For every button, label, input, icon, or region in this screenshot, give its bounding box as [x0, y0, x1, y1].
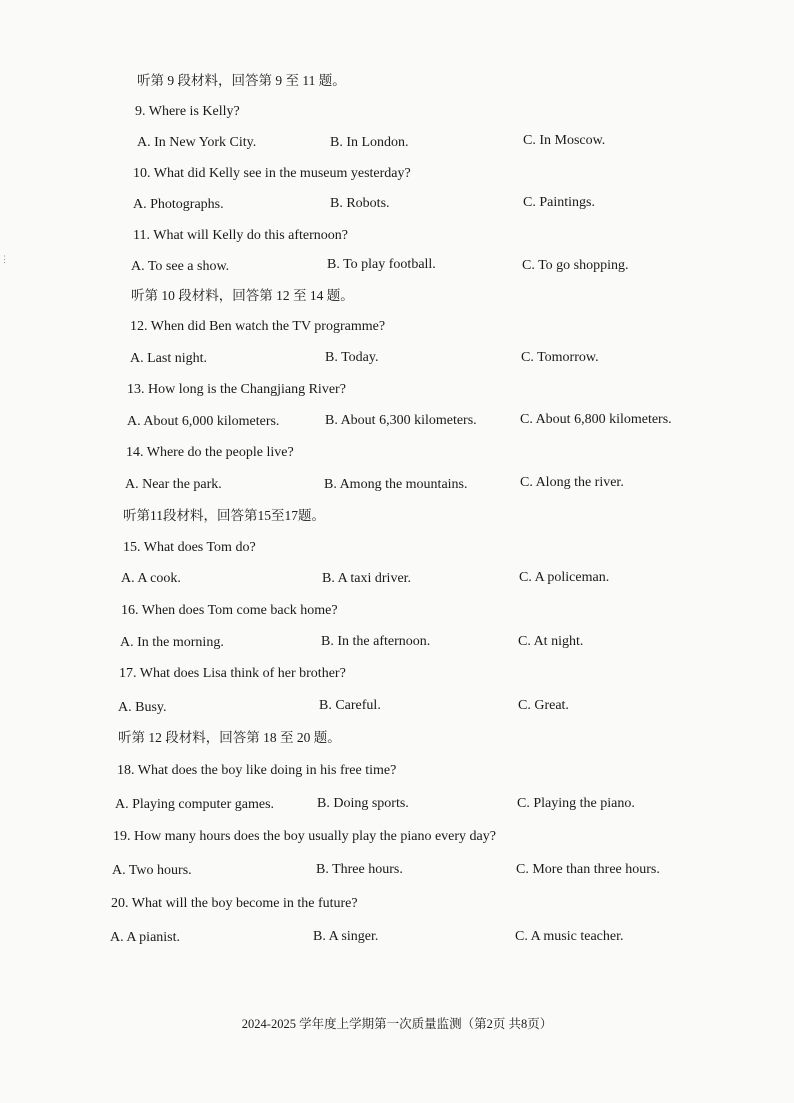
option-c: C. Paintings.	[523, 195, 595, 210]
question-text: 11. What will Kelly do this afternoon?	[133, 228, 349, 243]
question-text: 17. What does Lisa think of her brother?	[119, 666, 346, 681]
option-b: B. Careful.	[319, 698, 381, 713]
option-c: C. Great.	[518, 698, 569, 713]
option-a: A. To see a show.	[131, 259, 230, 274]
option-b: B. Doing sports.	[317, 796, 409, 811]
question-text: 18. What does the boy like doing in his free time?	[117, 763, 397, 778]
option-b: B. Robots.	[330, 196, 390, 211]
question-text: 14. Where do the people live?	[126, 445, 294, 460]
section-heading: 听第 12 段材料，回答第 18 至 20 题。	[118, 730, 341, 745]
question-text: 15. What does Tom do?	[123, 540, 256, 555]
option-c: C. More than three hours.	[516, 862, 660, 877]
section-heading: 听第 10 段材料，回答第 12 至 14 题。	[131, 288, 354, 303]
option-a: A. In New York City.	[137, 135, 257, 150]
option-c: C. Tomorrow.	[521, 350, 599, 365]
question-text: 10. What did Kelly see in the museum yesterday?	[133, 166, 411, 181]
option-b: B. Three hours.	[316, 862, 403, 877]
option-c: C. About 6,800 kilometers.	[520, 412, 672, 427]
question-text: 9. Where is Kelly?	[135, 104, 240, 119]
section-heading: 听第 9 段材料，回答第 9 至 11 题。	[137, 73, 346, 88]
option-a: A. Two hours.	[112, 863, 192, 878]
option-c: C. In Moscow.	[523, 133, 606, 148]
question-text: 16. When does Tom come back home?	[121, 603, 338, 618]
question-text: 13. How long is the Changjiang River?	[127, 382, 346, 397]
option-b: B. In London.	[330, 135, 409, 150]
option-a: A. Photographs.	[133, 197, 224, 212]
option-a: A. Last night.	[130, 351, 207, 366]
option-b: B. About 6,300 kilometers.	[325, 413, 477, 428]
option-a: A. In the morning.	[120, 635, 224, 650]
option-b: B. A singer.	[313, 929, 379, 944]
option-b: B. Among the mountains.	[324, 477, 468, 492]
option-b: B. In the afternoon.	[321, 634, 431, 649]
option-a: A. Playing computer games.	[115, 797, 275, 812]
option-c: C. To go shopping.	[522, 258, 629, 273]
option-c: C. Along the river.	[520, 475, 624, 490]
question-text: 19. How many hours does the boy usually play the piano every day?	[113, 829, 496, 844]
option-a: A. A cook.	[121, 571, 181, 586]
option-c: C. Playing the piano.	[517, 796, 635, 811]
option-a: A. Near the park.	[125, 477, 222, 492]
page-footer: 2024-2025 学年度上学期第一次质量监测（第2页 共8页）	[241, 1017, 553, 1031]
option-a: A. A pianist.	[110, 930, 181, 945]
section-heading: 听第11段材料，回答第15至17题。	[123, 508, 325, 523]
option-b: B. Today.	[325, 350, 379, 365]
option-b: B. A taxi driver.	[322, 571, 412, 586]
question-text: 12. When did Ben watch the TV programme?	[130, 319, 386, 334]
option-a: A. Busy.	[118, 700, 167, 715]
binding-edge-mark: ⋮	[0, 254, 9, 264]
question-text: 20. What will the boy become in the future?	[111, 896, 358, 911]
option-c: C. A policeman.	[519, 570, 610, 585]
option-c: C. At night.	[518, 634, 584, 649]
option-b: B. To play football.	[327, 257, 436, 272]
option-c: C. A music teacher.	[515, 929, 624, 944]
option-a: A. About 6,000 kilometers.	[127, 414, 280, 429]
